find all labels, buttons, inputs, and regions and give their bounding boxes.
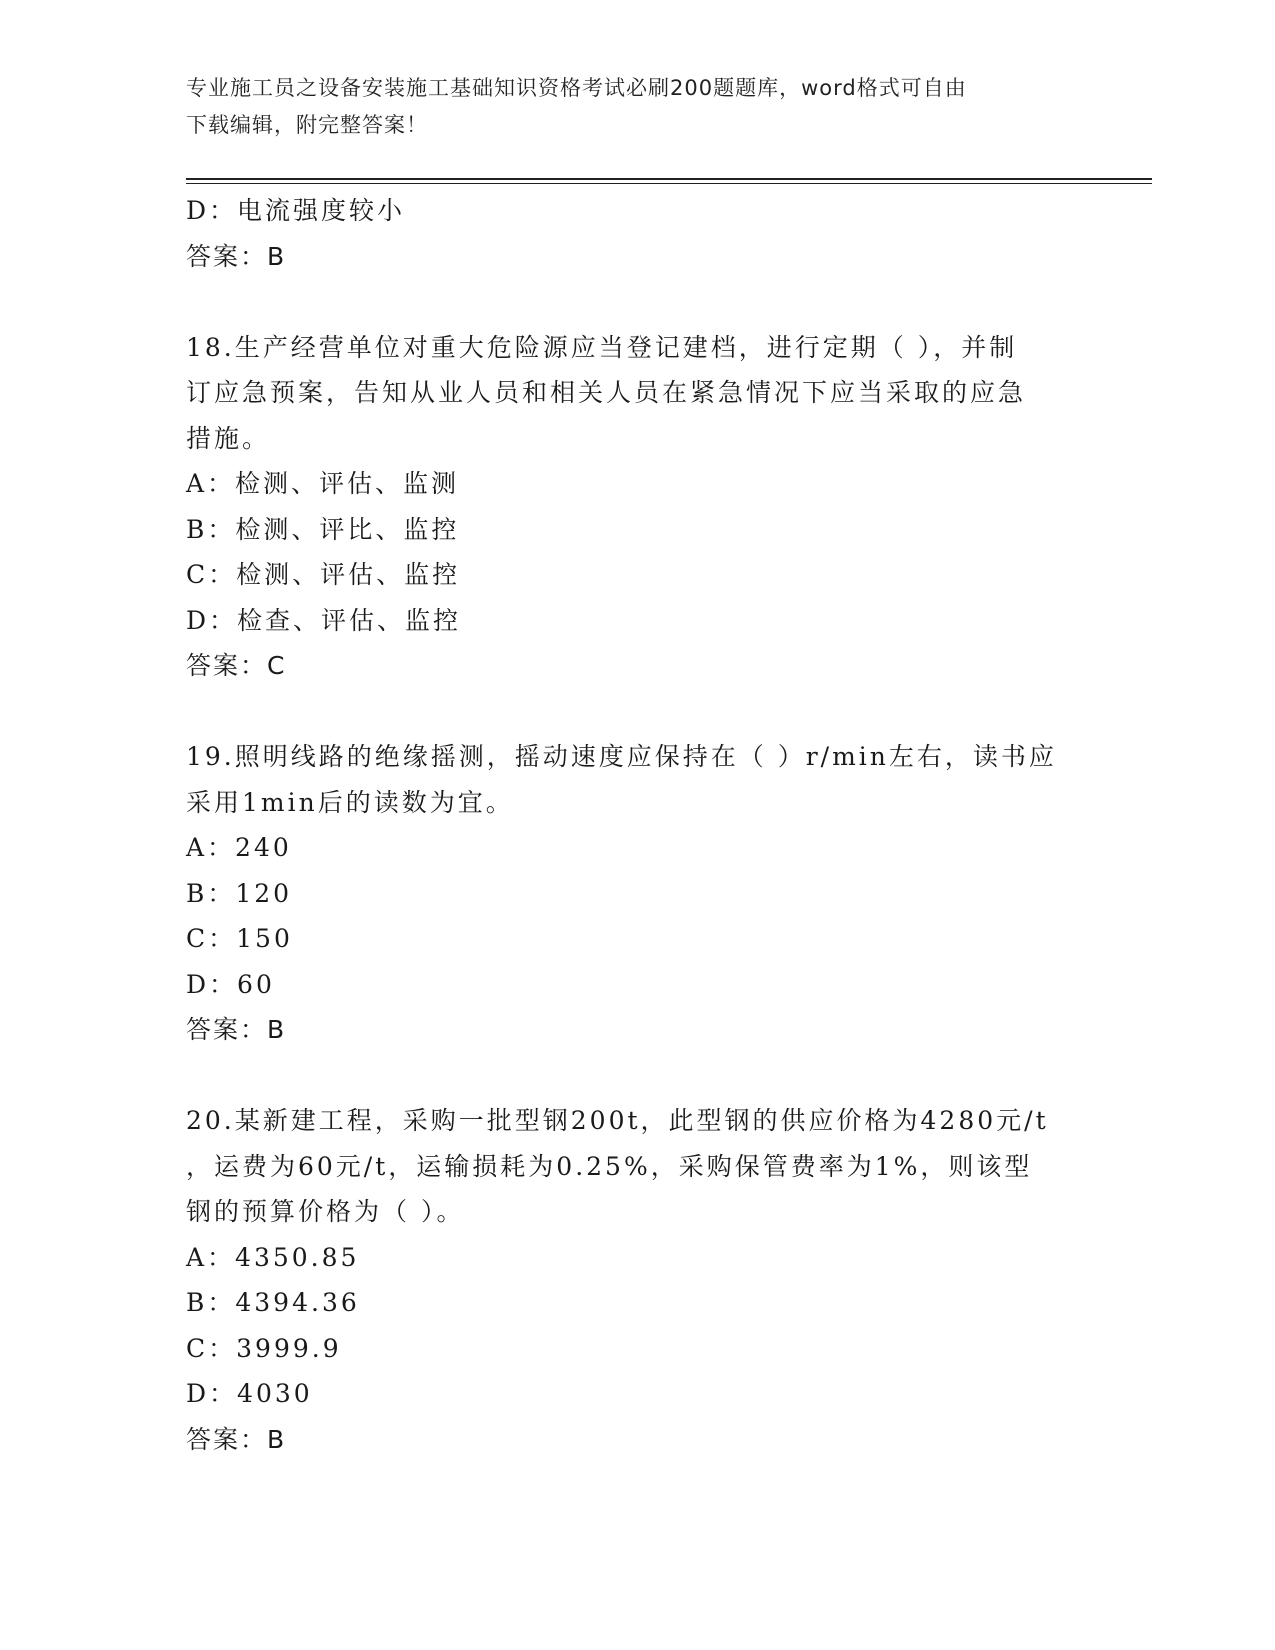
option-d: D：60 [186, 969, 275, 999]
option-a: A：检测、评估、监测 [186, 469, 460, 498]
header-line-2: 下载编辑，附完整答案！ [186, 113, 428, 137]
document-header [186, 70, 1066, 144]
option-b: B：4394.36 [186, 1288, 360, 1317]
answer-line: 答案：B [186, 241, 287, 271]
question-list [186, 188, 1086, 1462]
option-d: D：4030 [186, 1379, 313, 1408]
header-divider-thick [186, 178, 1152, 180]
option-d: D：电流强度较小 [186, 196, 406, 225]
question-spacer [186, 1053, 1086, 1099]
question-spacer [186, 279, 1086, 325]
question-stem: 措施。 [186, 423, 271, 453]
option-c: C：3999.9 [186, 1333, 342, 1363]
header-line-1: 专业施工员之设备安装施工基础知识资格考试必刷200题题库，word格式可自由 [186, 76, 967, 100]
question-spacer [186, 689, 1086, 735]
answer-line: 答案：C [186, 651, 287, 680]
question-18 [186, 325, 1086, 689]
question-stem: ，运费为60元/t，运输损耗为0.25%，采购保管费率为1%，则该型 [186, 1151, 1033, 1181]
question-stem: 20.某新建工程，采购一批型钢200t，此型钢的供应价格为4280元/t [186, 1106, 1049, 1135]
option-a: A：240 [186, 833, 292, 862]
header-divider-thin [186, 183, 1152, 184]
answer-line: 答案：B [186, 1424, 287, 1454]
option-a: A：4350.85 [186, 1242, 360, 1272]
answer-line: 答案：B [186, 1015, 287, 1044]
option-b: B：检测、评比、监控 [186, 514, 460, 544]
option-c: C：150 [186, 924, 293, 953]
option-b: B：120 [186, 878, 293, 908]
question-17 [186, 188, 1086, 279]
option-d: D：检查、评估、监控 [186, 605, 462, 635]
question-stem: 订应急预案，告知从业人员和相关人员在紧急情况下应当采取的应急 [186, 378, 1027, 407]
option-c: C：检测、评估、监控 [186, 560, 461, 589]
question-stem: 19.照明线路的绝缘摇测，摇动速度应保持在（ ）r/min左右，读书应 [186, 742, 1057, 771]
question-stem: 18.生产经营单位对重大危险源应当登记建档，进行定期（ ），并制 [186, 332, 1018, 362]
question-19 [186, 734, 1086, 1053]
question-20 [186, 1098, 1086, 1462]
question-stem: 采用1min后的读数为宜。 [186, 787, 514, 817]
question-stem: 钢的预算价格为（ ）。 [186, 1197, 465, 1226]
